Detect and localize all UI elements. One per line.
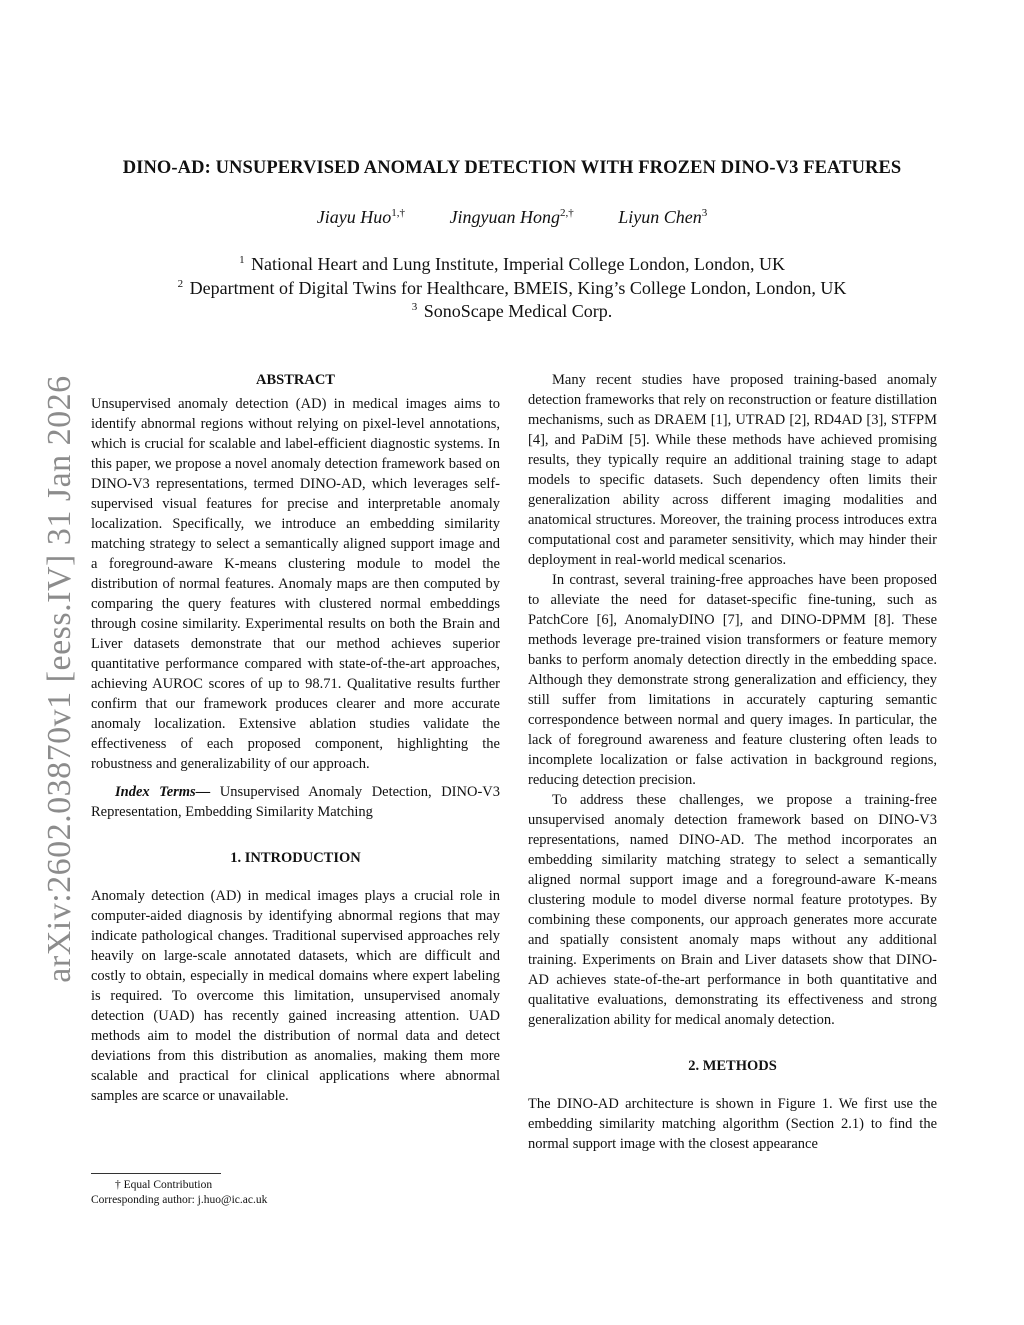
abstract-heading: ABSTRACT: [256, 372, 335, 388]
affiliation-num: 1: [239, 254, 245, 266]
intro-heading: 1. INTRODUCTION: [230, 850, 361, 866]
index-terms: [91, 782, 500, 822]
methods-heading: 2. METHODS: [688, 1058, 777, 1074]
affiliation-3: [0, 301, 1024, 322]
author-2: [450, 207, 574, 227]
affiliation-text: Department of Digital Twins for Healthcare, BMEIS, King’s College London, London, UK: [189, 278, 847, 298]
index-terms-label: Index Terms—: [115, 784, 211, 800]
author-sup: 1,†: [391, 207, 405, 219]
paper-title: DINO-AD: UNSUPERVISED ANOMALY DETECTION WITH FROZEN DINO-V3 FEATURES: [122, 158, 902, 178]
affiliation-2: [0, 278, 1024, 299]
methods-paragraph-1: The DINO-AD architecture is shown in Figure 1. We first use the embedding similarity matching algorithm (Section 2.1) to find the normal support image with the closest appearance: [528, 1096, 937, 1152]
index-terms-text: Unsupervised Anomaly Detection, DINO-V3 Representation, Embedding Similarity Matching: [91, 784, 500, 820]
intro-paragraph-1: Anomaly detection (AD) in medical images plays a crucial role in computer-aided diagnosis by identifying abnormal regions that may indicate pathological changes. Traditional supervised approaches rely heavily on large-scale annotated datasets, which are difficult and costly to obtain, especially in medical domains where expert labeling is required. To overcome this limitation, unsupervised anomaly detection (UAD) has recently gained increasing attention. UAD methods aim to model the distribution of normal data and detect deviations from this distribution as anomalies, making them more scalable and practical for clinical applications where abnormal samples are scarce or unavailable.: [91, 888, 500, 1104]
footnote-rule: [91, 1173, 221, 1174]
author-name: Jiayu Huo: [316, 207, 392, 227]
footnote-corresponding-author: Corresponding author: j.huo@ic.ac.uk: [91, 1194, 268, 1206]
affiliation-text: National Heart and Lung Institute, Imperial College London, London, UK: [251, 254, 785, 274]
intro-paragraph-2: Many recent studies have proposed training-based anomaly detection frameworks that rely on reconstruction or feature distillation mechanisms, such as DRAEM [1], UTRAD [2], RD4AD [3], STFPM [4], and PaDiM [5]. While these methods have achieved promising results, they typically require an additional training stage to adapt models to specific datasets. Such dependency often limits their generalization ability across different imaging modalities and anatomical structures. Moreover, the training process introduces extra computational cost and parameter sensitivity, which may hinder their deployment in real-world medical scenarios.: [528, 372, 937, 568]
right-column: [528, 370, 937, 1154]
intro-paragraph-3: In contrast, several training-free approaches have been proposed to alleviate the need for dataset-specific fine-tuning, such as PatchCore [6], AnomalyDINO [7], and DINO-DPMM [8]. These methods leverage pre-trained vision transformers or feature memory banks to perform anomaly detection directly in the embedding space. Although they demonstrate strong generalization and efficiency, they still suffer from limitations in accurately capturing semantic correspondence between normal and query images. In particular, the lack of foreground awareness and feature clustering often leads to incomplete localization or false activation in background regions, reducing detection precision.: [528, 572, 937, 788]
abstract-text: Unsupervised anomaly detection (AD) in medical images aims to identify abnormal regions without relying on pixel-level annotations, which is crucial for scalable and label-efficient diagnostic systems. In this paper, we propose a novel anomaly detection framework based on DINO-V3 representations, termed DINO-AD, which leverages self-supervised visual features for precise and interpretable anomaly localization. Specifically, we introduce an embedding similarity matching strategy to select a semantically aligned support image and a foreground-aware K-means clustering module to model the distribution of normal features. Anomaly maps are then computed by comparing the query features with clustered normal embeddings through cosine similarity. Experimental results on both the Brain and Liver datasets demonstrate that our method achieves superior quantitative performance compared with state-of-the-art approaches, achieving AUROC scores of up to 98.71. Qualitative results further confirm that our framework produces clearer and more accurate anomaly localization. Extensive ablation studies validate the effectiveness of each proposed component, highlighting the robustness and generalizability of our approach.: [91, 396, 500, 772]
affiliation-num: 2: [177, 278, 184, 290]
author-list: [0, 207, 1024, 228]
affiliation-1: [0, 254, 1024, 275]
arxiv-watermark: arXiv:2602.03870v1 [eess.IV] 31 Jan 2026: [41, 375, 78, 983]
left-column: [91, 370, 500, 1106]
author-name: Liyun Chen: [618, 207, 702, 227]
footnote-equal-contribution: † Equal Contribution: [115, 1179, 213, 1191]
author-sup: 2,†: [559, 207, 574, 219]
author-name: Jingyuan Hong: [449, 207, 560, 227]
author-1: [317, 207, 405, 227]
author-sup: 3: [701, 207, 708, 219]
affiliation-num: 3: [411, 301, 418, 313]
footnotes: [91, 1173, 500, 1208]
author-3: [618, 207, 707, 227]
affiliation-text: SonoScape Medical Corp.: [423, 301, 613, 321]
intro-paragraph-4: To address these challenges, we propose a training-free unsupervised anomaly detection framework based on DINO-V3 representations, named DINO-AD. The method incorporates an embedding similarity matching strategy to select a semantically aligned normal support image and a foreground-aware K-means clustering module to model diverse normal feature prototypes. By combining these components, our approach generates more accurate and spatially consistent anomaly maps without any additional training. Experiments on Brain and Liver datasets show that DINO-AD achieves state-of-the-art performance in both quantitative and qualitative evaluations, demonstrating its effectiveness and strong generalization ability for medical anomaly detection.: [528, 792, 937, 1028]
